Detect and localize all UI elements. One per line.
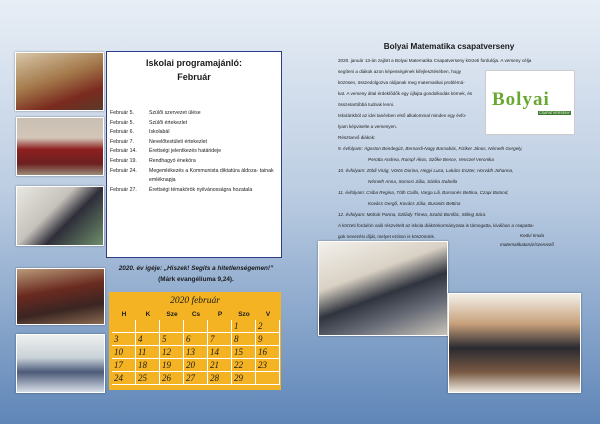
calendar-day: 28 bbox=[208, 372, 232, 385]
calendar-day: 27 bbox=[184, 372, 208, 385]
calendar-day: 24 bbox=[112, 372, 136, 385]
event-text: Szülői értekezlet bbox=[149, 119, 188, 126]
calendar-day: 17 bbox=[112, 359, 136, 372]
photo-competition-1 bbox=[318, 241, 448, 336]
calendar-day: 16 bbox=[256, 346, 280, 359]
event-item bbox=[110, 186, 280, 196]
article-line: 10. évfolyam: Zöldi Virág, Vörös Dorina, Hegyi Luca, Lukács Eszter, Horváth Johanna, bbox=[338, 168, 514, 173]
article-line: Iskolánkból az idei tanévben első alkalommal minden egy évfo- bbox=[338, 113, 467, 118]
event-date: Február 5. bbox=[110, 110, 134, 116]
event-list bbox=[110, 109, 280, 195]
calendar-day bbox=[160, 320, 184, 333]
calendar-day bbox=[184, 320, 208, 333]
photo-choir bbox=[16, 334, 105, 393]
calendar-header: Sze bbox=[166, 311, 178, 318]
signature-name: Kedvi Imola bbox=[520, 233, 545, 238]
motto-reference: (Márk evangéliuma 9,24). bbox=[158, 276, 234, 283]
calendar bbox=[109, 292, 281, 390]
program-box bbox=[106, 51, 282, 258]
calendar-day: 3 bbox=[112, 333, 136, 346]
calendar-day: 13 bbox=[184, 346, 208, 359]
calendar-grid bbox=[112, 309, 280, 385]
bolyai-logo bbox=[485, 70, 575, 135]
article-line: összetartóbbá tudnak lenni. bbox=[338, 102, 395, 107]
event-item bbox=[110, 167, 280, 186]
article-line: gok nevezési díját, melyet ezúton is köszönünk. bbox=[338, 234, 436, 239]
motto-line: 2020. év igéje: „Hiszek! Segíts a hitetlenségemen!” bbox=[118, 265, 274, 272]
calendar-header: Szo bbox=[238, 311, 250, 318]
article-line: 11. évfolyam: Csiba Regina, Tóth Csilla, Varga Lili, Barsonés Bettina, Czapi Botond, bbox=[338, 190, 509, 195]
event-text: Rendhagyó énekóra bbox=[149, 157, 196, 164]
event-date: Február 27. bbox=[110, 186, 137, 193]
article-line: kat. A verseny által érdeklődők egy újfajta gondolkodás körnek, és bbox=[338, 91, 473, 96]
calendar-header: K bbox=[145, 311, 151, 318]
calendar-day bbox=[256, 372, 280, 385]
calendar-day: 29 bbox=[232, 372, 256, 385]
event-item bbox=[110, 138, 280, 148]
calendar-day bbox=[112, 320, 136, 333]
calendar-header: V bbox=[265, 311, 271, 318]
calendar-day: 20 bbox=[184, 359, 208, 372]
calendar-day: 6 bbox=[184, 333, 208, 346]
program-title: Iskolai programajánló: bbox=[145, 58, 243, 68]
event-text: Iskolabál bbox=[149, 129, 170, 136]
calendar-header: P bbox=[217, 311, 223, 318]
photo-competition-2 bbox=[448, 293, 581, 393]
article-line: Németh Anna, Somosi Júlia, Sárika Izabella bbox=[368, 179, 458, 184]
photo-audience bbox=[16, 268, 105, 325]
event-date: Február 5. bbox=[110, 119, 134, 126]
event-date: Február 14. bbox=[110, 148, 137, 155]
calendar-day: 2 bbox=[256, 320, 280, 333]
article-line: lyam képviselte a versenyen. bbox=[338, 124, 397, 129]
event-item bbox=[110, 119, 280, 129]
article-title: Bolyai Matematika csapatverseny bbox=[383, 42, 515, 51]
calendar-day: 7 bbox=[208, 333, 232, 346]
calendar-header: Cs bbox=[191, 311, 201, 318]
event-text: Szülői szervezet ülése bbox=[149, 110, 201, 116]
calendar-title: 2020 február bbox=[170, 296, 220, 306]
logo-subtitle: CSAPATVERSENY bbox=[539, 111, 571, 115]
event-date: Február 24. bbox=[110, 167, 137, 174]
event-text: Nevelőtestületi értekezlet bbox=[149, 138, 207, 145]
signature-role: matematikatanár/szervező bbox=[500, 242, 554, 247]
article-line: 9. évfolyam: Ágoston Bendegúz, Bernardi-Nagy Barnabás, Fiziker János, Németh Gergely, bbox=[338, 146, 523, 151]
event-item bbox=[110, 109, 280, 119]
article-line: A körzeti fordulón való részvételt az iskola diákönkormányzata is támogatta, kiválóan a csapatta- bbox=[338, 223, 535, 228]
article-line: közösen, összedolgozva oldjanak meg matematikai problémá- bbox=[338, 80, 465, 85]
article-line: Perotta Andrea, Rumpf Ákos, Szőke Bence, Venczel Veronika bbox=[368, 157, 494, 162]
calendar-day: 14 bbox=[208, 346, 232, 359]
calendar-day: 11 bbox=[136, 346, 160, 359]
event-text: Megemlékezés a Kommunista diktatúra áldoza- tainak emléknapja bbox=[149, 167, 274, 184]
photo-church-interior bbox=[15, 52, 104, 111]
article-line: Résztvevő diákok: bbox=[338, 135, 376, 140]
calendar-day: 4 bbox=[136, 333, 160, 346]
calendar-day: 5 bbox=[160, 333, 184, 346]
calendar-day: 19 bbox=[160, 359, 184, 372]
calendar-header: H bbox=[121, 311, 127, 318]
article-line: 12. évfolyam: Molnár Panna, Szilády Tímea, Szabó Bonifác, Stiling Sára. bbox=[338, 212, 487, 217]
calendar-day bbox=[136, 320, 160, 333]
logo-text: Bolyai bbox=[492, 89, 550, 110]
event-item bbox=[110, 128, 280, 138]
calendar-day: 23 bbox=[256, 359, 280, 372]
event-text: Érettségi jelentkezés határideje bbox=[149, 148, 222, 155]
calendar-day: 1 bbox=[232, 320, 256, 333]
article-line: segíteni a diákok azon képességének kifejlesztésében, hogy bbox=[338, 69, 462, 74]
article-line: Kovács Gergő, Kovács Júlia, Buranits Bettina bbox=[368, 201, 461, 206]
calendar-day: 15 bbox=[232, 346, 256, 359]
calendar-day: 22 bbox=[232, 359, 256, 372]
event-item bbox=[110, 147, 280, 157]
calendar-day bbox=[208, 320, 232, 333]
event-date: Február 7. bbox=[110, 138, 134, 145]
calendar-day: 8 bbox=[232, 333, 256, 346]
program-month: Február bbox=[177, 72, 211, 82]
calendar-day: 10 bbox=[112, 346, 136, 359]
event-text: Érettségi témakörök nyilvánosságra hozatala bbox=[149, 186, 253, 193]
photo-students-group bbox=[16, 117, 104, 176]
calendar-day: 9 bbox=[256, 333, 280, 346]
article-line: 2020. január 13-án zajlott a Bolyai Matematika Csapatverseny körzeti fordulója. A verseny célja bbox=[338, 58, 532, 63]
photo-classroom bbox=[16, 186, 104, 246]
calendar-day: 26 bbox=[160, 372, 184, 385]
event-item bbox=[110, 157, 280, 167]
calendar-day: 12 bbox=[160, 346, 184, 359]
calendar-day: 18 bbox=[136, 359, 160, 372]
calendar-day: 25 bbox=[136, 372, 160, 385]
calendar-day: 21 bbox=[208, 359, 232, 372]
event-date: Február 19. bbox=[110, 157, 137, 164]
event-date: Február 6. bbox=[110, 129, 134, 136]
